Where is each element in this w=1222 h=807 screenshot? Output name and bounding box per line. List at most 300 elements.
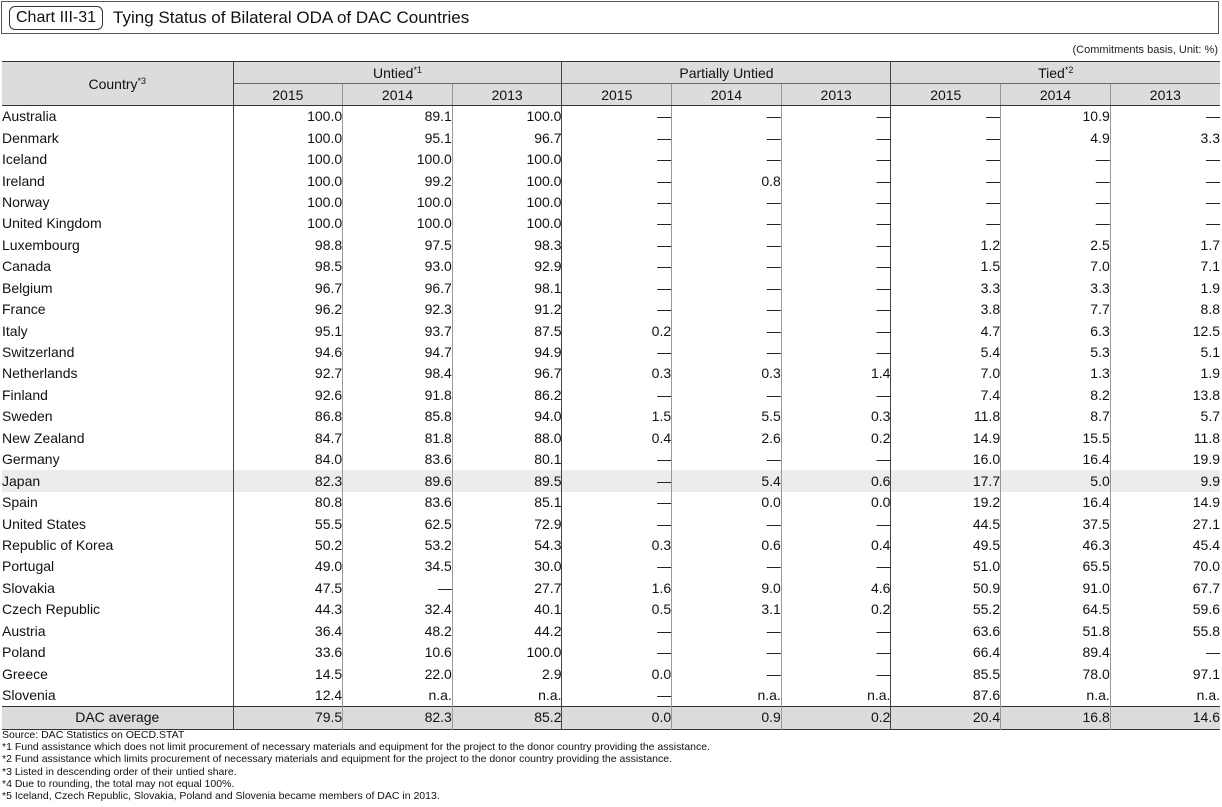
value-cell: 91.2 xyxy=(452,299,562,320)
value-cell: 81.8 xyxy=(343,428,453,449)
country-cell: Republic of Korea xyxy=(2,536,114,553)
value-cell: 63.6 xyxy=(891,621,1001,642)
value-cell: n.a. xyxy=(672,685,782,707)
value-cell: — xyxy=(562,192,672,213)
value-cell: 49.5 xyxy=(891,535,1001,556)
value-cell: — xyxy=(562,278,672,299)
value-cell: 54.3 xyxy=(452,535,562,556)
country-cell: Netherlands xyxy=(2,365,78,382)
value-cell: 44.5 xyxy=(891,513,1001,534)
value-cell: — xyxy=(562,470,672,491)
value-cell: 85.1 xyxy=(452,492,562,513)
table-row xyxy=(2,685,1220,707)
country-cell: United States xyxy=(2,515,87,532)
average-cell: 85.2 xyxy=(452,707,562,729)
value-cell: — xyxy=(343,578,453,599)
value-cell: 53.2 xyxy=(343,535,453,556)
average-cell: 79.5 xyxy=(233,707,343,729)
value-cell: 0.5 xyxy=(562,599,672,620)
value-cell: — xyxy=(781,106,891,128)
value-cell: 94.7 xyxy=(343,342,453,363)
value-cell: 89.1 xyxy=(343,106,453,128)
value-cell: 16.4 xyxy=(1001,449,1111,470)
value-cell: 72.9 xyxy=(452,513,562,534)
value-cell: — xyxy=(672,621,782,642)
value-cell: — xyxy=(781,278,891,299)
value-cell: — xyxy=(781,556,891,577)
value-cell: — xyxy=(1110,213,1220,234)
table-row xyxy=(2,320,1220,341)
value-cell: — xyxy=(781,621,891,642)
value-cell: — xyxy=(562,621,672,642)
table-row xyxy=(2,342,1220,363)
value-cell: — xyxy=(562,449,672,470)
value-cell: 100.0 xyxy=(233,192,343,213)
value-cell: 7.7 xyxy=(1001,299,1111,320)
chart-number-label: Chart III-31 xyxy=(9,6,103,30)
value-cell: 3.1 xyxy=(672,599,782,620)
country-cell: Austria xyxy=(2,622,46,639)
country-cell: Portugal xyxy=(2,558,55,575)
year-header: 2013 xyxy=(1110,84,1220,106)
value-cell: 5.5 xyxy=(672,406,782,427)
value-cell: — xyxy=(672,320,782,341)
table-row xyxy=(2,556,1220,577)
value-cell: 0.6 xyxy=(672,535,782,556)
value-cell: 44.2 xyxy=(452,621,562,642)
value-cell: 51.8 xyxy=(1001,621,1111,642)
value-cell: 62.5 xyxy=(343,513,453,534)
value-cell: — xyxy=(672,449,782,470)
value-cell: 14.9 xyxy=(891,428,1001,449)
value-cell: — xyxy=(781,192,891,213)
country-cell: Slovenia xyxy=(2,687,56,704)
value-cell: — xyxy=(781,127,891,148)
average-cell: 0.9 xyxy=(672,707,782,729)
value-cell: 19.2 xyxy=(891,492,1001,513)
value-cell: — xyxy=(781,235,891,256)
value-cell: 86.2 xyxy=(452,385,562,406)
value-cell: — xyxy=(1001,213,1111,234)
value-cell: 96.7 xyxy=(343,278,453,299)
value-cell: 98.1 xyxy=(452,278,562,299)
value-cell: — xyxy=(1110,192,1220,213)
value-cell: 93.7 xyxy=(343,320,453,341)
footnote-5: *5 Iceland, Czech Republic, Slovakia, Poland and Slovenia became members of DAC in 2013. xyxy=(2,790,440,803)
country-cell: New Zealand xyxy=(2,429,85,446)
year-header: 2015 xyxy=(891,84,1001,106)
value-cell: 19.9 xyxy=(1110,449,1220,470)
value-cell: 8.8 xyxy=(1110,299,1220,320)
value-cell: 0.6 xyxy=(781,470,891,491)
value-cell: 0.3 xyxy=(562,535,672,556)
value-cell: 2.6 xyxy=(672,428,782,449)
value-cell: 5.0 xyxy=(1001,470,1111,491)
value-cell: 100.0 xyxy=(452,106,562,128)
value-cell: 27.7 xyxy=(452,578,562,599)
value-cell: — xyxy=(891,192,1001,213)
table-row xyxy=(2,256,1220,277)
value-cell: 65.5 xyxy=(1001,556,1111,577)
value-cell: 97.1 xyxy=(1110,663,1220,684)
value-cell: n.a. xyxy=(452,685,562,707)
value-cell: 100.0 xyxy=(233,149,343,170)
footnote-3: *3 Listed in descending order of their untied share. xyxy=(2,765,237,778)
value-cell: — xyxy=(1110,149,1220,170)
value-cell: — xyxy=(781,213,891,234)
country-cell: Luxembourg xyxy=(2,236,80,253)
year-header: 2013 xyxy=(452,84,562,106)
value-cell: 1.9 xyxy=(1110,363,1220,384)
value-cell: 88.0 xyxy=(452,428,562,449)
value-cell: — xyxy=(781,299,891,320)
value-cell: 50.2 xyxy=(233,535,343,556)
country-cell: Iceland xyxy=(2,151,48,168)
value-cell: — xyxy=(1001,192,1111,213)
value-cell: 50.9 xyxy=(891,578,1001,599)
value-cell: — xyxy=(562,213,672,234)
value-cell: 100.0 xyxy=(343,149,453,170)
value-cell: 100.0 xyxy=(233,170,343,191)
value-cell: — xyxy=(672,235,782,256)
country-column-header: Country$^{*3}$ xyxy=(2,62,233,106)
average-cell: 20.4 xyxy=(891,707,1001,729)
value-cell: — xyxy=(562,385,672,406)
value-cell: 0.2 xyxy=(781,599,891,620)
value-cell: 83.6 xyxy=(343,492,453,513)
footnote-4: *4 Due to rounding, the total may not equal 100%. xyxy=(2,777,235,790)
value-cell: — xyxy=(781,149,891,170)
value-cell: 87.6 xyxy=(891,685,1001,707)
value-cell: 66.4 xyxy=(891,642,1001,663)
value-cell: 96.2 xyxy=(233,299,343,320)
value-cell: 92.7 xyxy=(233,363,343,384)
value-cell: 100.0 xyxy=(343,192,453,213)
value-cell: 55.2 xyxy=(891,599,1001,620)
value-cell: 0.4 xyxy=(562,428,672,449)
table-row xyxy=(2,470,1220,491)
value-cell: 14.9 xyxy=(1110,492,1220,513)
value-cell: 36.4 xyxy=(233,621,343,642)
value-cell: 4.9 xyxy=(1001,127,1111,148)
value-cell: 1.3 xyxy=(1001,363,1111,384)
value-cell: 7.0 xyxy=(1001,256,1111,277)
value-cell: — xyxy=(562,106,672,128)
value-cell: 97.5 xyxy=(343,235,453,256)
value-cell: 95.1 xyxy=(233,320,343,341)
average-label: DAC average xyxy=(2,707,233,729)
value-cell: 100.0 xyxy=(452,642,562,663)
table-row xyxy=(2,663,1220,684)
value-cell: 5.4 xyxy=(672,470,782,491)
value-cell: 5.3 xyxy=(1001,342,1111,363)
table-body xyxy=(2,106,1220,707)
value-cell: — xyxy=(672,385,782,406)
value-cell: 96.7 xyxy=(452,363,562,384)
value-cell: 7.0 xyxy=(891,363,1001,384)
value-cell: — xyxy=(891,213,1001,234)
country-cell: Sweden xyxy=(2,408,53,425)
table-row xyxy=(2,428,1220,449)
value-cell: — xyxy=(1001,170,1111,191)
value-cell: — xyxy=(562,685,672,707)
value-cell: — xyxy=(672,106,782,128)
value-cell: 84.0 xyxy=(233,449,343,470)
country-cell: Japan xyxy=(2,470,233,491)
value-cell: 48.2 xyxy=(343,621,453,642)
value-cell: 100.0 xyxy=(343,213,453,234)
value-cell: 83.6 xyxy=(343,449,453,470)
year-header: 2013 xyxy=(781,84,891,106)
footnote-source: Source: DAC Statistics on OECD.STAT xyxy=(2,729,185,741)
value-cell: 89.6 xyxy=(343,470,453,491)
value-cell: 84.7 xyxy=(233,428,343,449)
value-cell: 0.4 xyxy=(781,535,891,556)
value-cell: — xyxy=(672,127,782,148)
value-cell: 100.0 xyxy=(452,149,562,170)
table-row xyxy=(2,535,1220,556)
table-row xyxy=(2,513,1220,534)
value-cell: 30.0 xyxy=(452,556,562,577)
value-cell: — xyxy=(781,342,891,363)
table-row xyxy=(2,492,1220,513)
value-cell: 82.3 xyxy=(233,470,343,491)
value-cell: 34.5 xyxy=(343,556,453,577)
table-row xyxy=(2,363,1220,384)
value-cell: 91.8 xyxy=(343,385,453,406)
value-cell: — xyxy=(781,663,891,684)
value-cell: 85.8 xyxy=(343,406,453,427)
value-cell: 7.4 xyxy=(891,385,1001,406)
value-cell: 1.7 xyxy=(1110,235,1220,256)
footnotes xyxy=(2,729,710,802)
table-row xyxy=(2,278,1220,299)
partially-untied-group-header: Partially Untied xyxy=(562,62,891,84)
average-cell: 0.2 xyxy=(781,707,891,729)
value-cell: 100.0 xyxy=(233,213,343,234)
value-cell: 100.0 xyxy=(452,192,562,213)
value-cell: 33.6 xyxy=(233,642,343,663)
value-cell: 16.4 xyxy=(1001,492,1111,513)
value-cell: — xyxy=(672,256,782,277)
value-cell: 49.0 xyxy=(233,556,343,577)
oda-tying-table xyxy=(2,61,1220,730)
value-cell: 0.3 xyxy=(672,363,782,384)
value-cell: — xyxy=(891,127,1001,148)
value-cell: — xyxy=(1110,642,1220,663)
value-cell: — xyxy=(562,127,672,148)
value-cell: n.a. xyxy=(781,685,891,707)
value-cell: — xyxy=(562,149,672,170)
year-header: 2014 xyxy=(343,84,453,106)
dac-average-row xyxy=(2,707,1220,729)
value-cell: 2.5 xyxy=(1001,235,1111,256)
value-cell: — xyxy=(891,149,1001,170)
country-cell: Greece xyxy=(2,665,48,682)
table-row xyxy=(2,149,1220,170)
country-cell: Slovakia xyxy=(2,579,55,596)
value-cell: 15.5 xyxy=(1001,428,1111,449)
value-cell: 1.4 xyxy=(781,363,891,384)
value-cell: 1.6 xyxy=(562,578,672,599)
average-cell: 82.3 xyxy=(343,707,453,729)
value-cell: 5.4 xyxy=(891,342,1001,363)
country-cell: Denmark xyxy=(2,129,59,146)
value-cell: 0.3 xyxy=(781,406,891,427)
country-cell: Poland xyxy=(2,644,46,661)
value-cell: — xyxy=(1110,170,1220,191)
value-cell: 1.2 xyxy=(891,235,1001,256)
value-cell: 40.1 xyxy=(452,599,562,620)
value-cell: 80.1 xyxy=(452,449,562,470)
value-cell: 10.9 xyxy=(1001,106,1111,128)
value-cell: — xyxy=(672,642,782,663)
value-cell: 98.4 xyxy=(343,363,453,384)
value-cell: 3.3 xyxy=(891,278,1001,299)
table-row xyxy=(2,621,1220,642)
value-cell: 80.8 xyxy=(233,492,343,513)
country-cell: Spain xyxy=(2,494,38,511)
value-cell: — xyxy=(562,235,672,256)
value-cell: 17.7 xyxy=(891,470,1001,491)
value-cell: n.a. xyxy=(1001,685,1111,707)
value-cell: 92.9 xyxy=(452,256,562,277)
table-row xyxy=(2,642,1220,663)
country-cell: Australia xyxy=(2,108,57,125)
value-cell: 96.7 xyxy=(452,127,562,148)
table-row xyxy=(2,406,1220,427)
value-cell: — xyxy=(1110,106,1220,128)
value-cell: 10.6 xyxy=(343,642,453,663)
value-cell: 86.8 xyxy=(233,406,343,427)
value-cell: 78.0 xyxy=(1001,663,1111,684)
year-header: 2014 xyxy=(672,84,782,106)
table-row xyxy=(2,599,1220,620)
value-cell: n.a. xyxy=(1110,685,1220,707)
table-row xyxy=(2,578,1220,599)
value-cell: — xyxy=(891,106,1001,128)
value-cell: 87.5 xyxy=(452,320,562,341)
value-cell: 32.4 xyxy=(343,599,453,620)
value-cell: — xyxy=(672,278,782,299)
value-cell: 67.7 xyxy=(1110,578,1220,599)
value-cell: — xyxy=(781,320,891,341)
value-cell: 7.1 xyxy=(1110,256,1220,277)
country-cell: Czech Republic xyxy=(2,601,101,618)
value-cell: 11.8 xyxy=(891,406,1001,427)
year-header: 2015 xyxy=(233,84,343,106)
value-cell: 85.5 xyxy=(891,663,1001,684)
value-cell: 94.0 xyxy=(452,406,562,427)
value-cell: 8.2 xyxy=(1001,385,1111,406)
value-cell: — xyxy=(1001,149,1111,170)
value-cell: — xyxy=(781,642,891,663)
country-cell: Italy xyxy=(2,322,28,339)
value-cell: 5.7 xyxy=(1110,406,1220,427)
value-cell: 47.5 xyxy=(233,578,343,599)
value-cell: — xyxy=(672,513,782,534)
value-cell: 3.3 xyxy=(1001,278,1111,299)
value-cell: 64.5 xyxy=(1001,599,1111,620)
value-cell: 4.7 xyxy=(891,320,1001,341)
value-cell: — xyxy=(672,342,782,363)
value-cell: 5.1 xyxy=(1110,342,1220,363)
table-row xyxy=(2,106,1220,128)
value-cell: 1.9 xyxy=(1110,278,1220,299)
value-cell: — xyxy=(672,556,782,577)
value-cell: — xyxy=(562,256,672,277)
table-row xyxy=(2,213,1220,234)
value-cell: 95.1 xyxy=(343,127,453,148)
value-cell: 94.6 xyxy=(233,342,343,363)
value-cell: 12.4 xyxy=(233,685,343,707)
value-cell: 16.0 xyxy=(891,449,1001,470)
value-cell: 91.0 xyxy=(1001,578,1111,599)
value-cell: 8.7 xyxy=(1001,406,1111,427)
value-cell: — xyxy=(672,213,782,234)
value-cell: 3.8 xyxy=(891,299,1001,320)
country-cell: Finland xyxy=(2,386,48,403)
value-cell: 12.5 xyxy=(1110,320,1220,341)
value-cell: 96.7 xyxy=(233,278,343,299)
value-cell: 98.5 xyxy=(233,256,343,277)
value-cell: 89.5 xyxy=(452,470,562,491)
value-cell: 9.9 xyxy=(1110,470,1220,491)
value-cell: 98.3 xyxy=(452,235,562,256)
value-cell: 0.2 xyxy=(562,320,672,341)
value-cell: 99.2 xyxy=(343,170,453,191)
value-cell: 70.0 xyxy=(1110,556,1220,577)
country-cell: Germany xyxy=(2,451,60,468)
table-row xyxy=(2,449,1220,470)
footnote-1: *1 Fund assistance which does not limit procurement of necessary materials and equipment for the project to the donor country providing the assistance. xyxy=(2,741,710,754)
tied-group-header: Tied$^{*2}$ xyxy=(891,62,1220,84)
value-cell: — xyxy=(672,149,782,170)
table-row xyxy=(2,235,1220,256)
value-cell: 44.3 xyxy=(233,599,343,620)
value-cell: — xyxy=(781,513,891,534)
value-cell: — xyxy=(562,492,672,513)
value-cell: 1.5 xyxy=(891,256,1001,277)
value-cell: 89.4 xyxy=(1001,642,1111,663)
untied-group-header: Untied$^{*1}$ xyxy=(233,62,562,84)
value-cell: 0.3 xyxy=(562,363,672,384)
value-cell: 0.0 xyxy=(562,663,672,684)
average-cell: 0.0 xyxy=(562,707,672,729)
table-row xyxy=(2,192,1220,213)
value-cell: 37.5 xyxy=(1001,513,1111,534)
value-cell: 11.8 xyxy=(1110,428,1220,449)
value-cell: 98.8 xyxy=(233,235,343,256)
value-cell: 100.0 xyxy=(452,170,562,191)
average-cell: 16.8 xyxy=(1001,707,1111,729)
value-cell: — xyxy=(562,513,672,534)
value-cell: 51.0 xyxy=(891,556,1001,577)
value-cell: — xyxy=(562,299,672,320)
value-cell: 55.8 xyxy=(1110,621,1220,642)
value-cell: 46.3 xyxy=(1001,535,1111,556)
value-cell: — xyxy=(891,170,1001,191)
value-cell: 100.0 xyxy=(233,106,343,128)
value-cell: 9.0 xyxy=(672,578,782,599)
table-row xyxy=(2,299,1220,320)
group-header-row xyxy=(2,62,1220,84)
country-cell: Switzerland xyxy=(2,344,75,361)
country-cell: Norway xyxy=(2,193,50,210)
value-cell: 1.5 xyxy=(562,406,672,427)
value-cell: — xyxy=(781,256,891,277)
value-cell: 22.0 xyxy=(343,663,453,684)
